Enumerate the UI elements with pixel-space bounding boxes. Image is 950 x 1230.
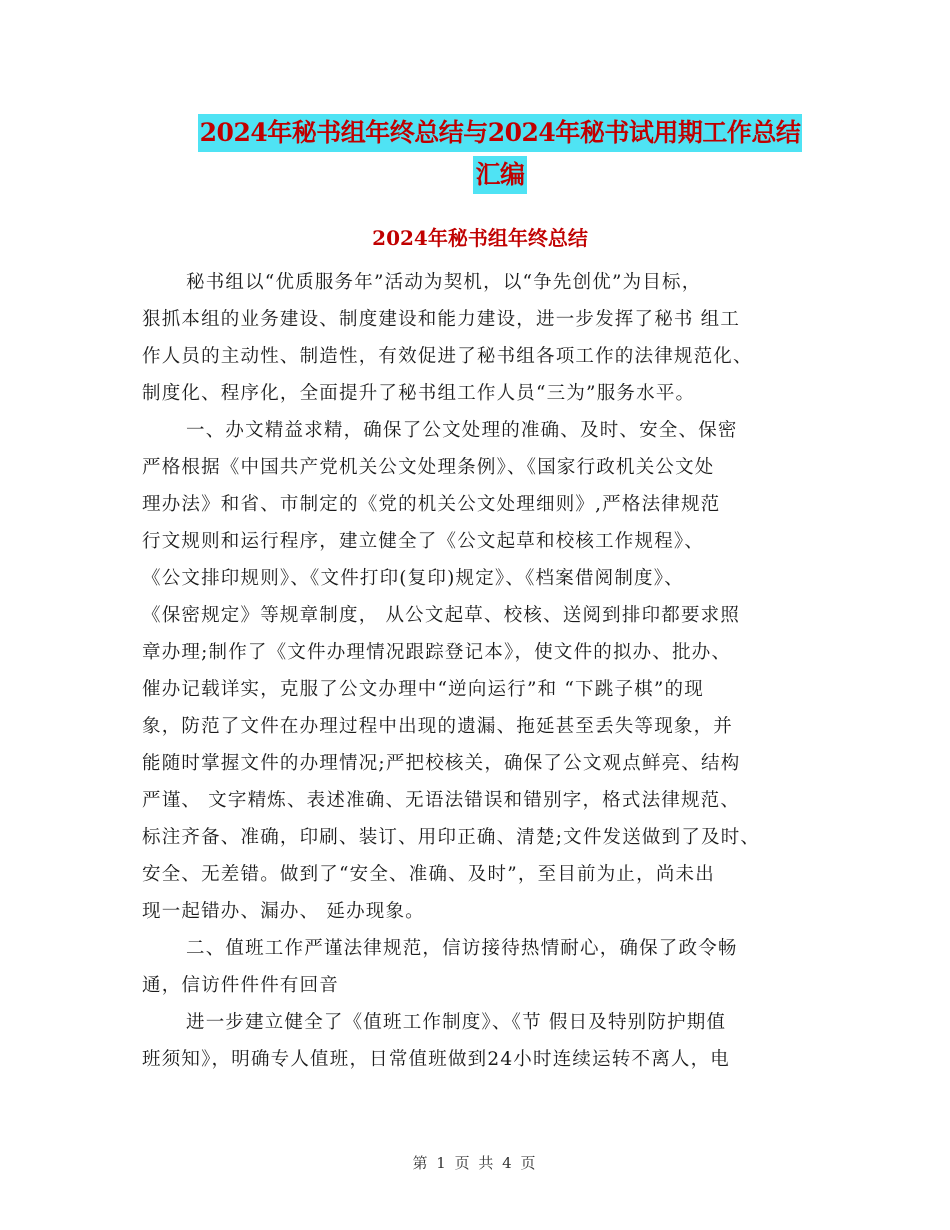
paragraph-line: 《保密规定》等规章制度， 从公文起草、校核、送阅到排印都要求照 [142,605,741,626]
body-text [142,264,814,1078]
paragraph-line: 理办法》和省、市制定的《党的机关公文处理细则》,严格法律规范 [142,494,721,515]
paragraph-line: 现一起错办、漏办、 延办现象。 [142,901,425,922]
paragraph-line: 班须知》，明确专人值班，日常值班做到24小时连续运转不离人，电 [142,1049,730,1070]
paragraph-line: 狠抓本组的业务建设、制度建设和能力建设，进一步发挥了秘书 组工 [142,309,741,330]
page-footer: 第 1 页 共 4 页 [412,1154,538,1172]
paragraph-line: 二、值班工作严谨法律规范，信访接待热情耐心，确保了政令畅 [186,938,738,959]
section-heading: 2024年秘书组年终总结 [372,226,588,250]
paragraph-line: 一、办文精益求精，确保了公文处理的准确、及时、安全、保密 [186,420,738,441]
paragraph-line: 严格根据《中国共产党机关公文处理条例》、《国家行政机关公文处 [142,457,715,478]
document-title [140,112,860,196]
paragraph-line: 象，防范了文件在办理过程中出现的遗漏、拖延甚至丢失等现象，并 [142,716,734,737]
paragraph-line: 标注齐备、准确，印刷、装订、用印正确、清楚;文件发送做到了及时、 [142,827,761,848]
paragraph-line: 作人员的主动性、制造性，有效促进了秘书组各项工作的法律规范化、 [142,346,753,367]
title-line-2: 汇编 [473,156,526,194]
paragraph-line: 制度化、程序化，全面提升了秘书组工作人员“三为”服务水平。 [142,383,696,404]
paragraph-line: 安全、无差错。做到了“安全、准确、及时”，至目前为止，尚未出 [142,864,715,885]
paragraph-line: 《公文排印规则》、《文件打印(复印)规定》、《档案借阅制度》、 [142,568,684,589]
title-line-1: 2024年秘书组年终总结与2024年秘书试用期工作总结 [198,114,803,152]
paragraph-line: 章办理;制作了《文件办理情况跟踪登记本》，使文件的拟办、批办、 [142,642,732,663]
paragraph-line: 秘书组以“优质服务年”活动为契机，以“争先创优”为目标， [186,272,702,293]
paragraph-line: 通，信访件件件有回音 [142,975,340,996]
paragraph-line: 严谨、 文字精炼、表述准确、无语法错误和错别字，格式法律规范、 [142,790,741,811]
paragraph-line: 催办记载详实，克服了公文办理中“逆向运行”和 “下跳子棋”的现 [142,679,704,700]
paragraph-line: 能随时掌握文件的办理情况;严把校核关，确保了公文观点鲜亮、结构 [142,753,741,774]
paragraph-line: 行文规则和运行程序，建立健全了《公文起草和校核工作规程》、 [142,531,705,552]
paragraph-line: 进一步建立健全了《值班工作制度》、《节 假日及特别防护期值 [186,1012,727,1033]
